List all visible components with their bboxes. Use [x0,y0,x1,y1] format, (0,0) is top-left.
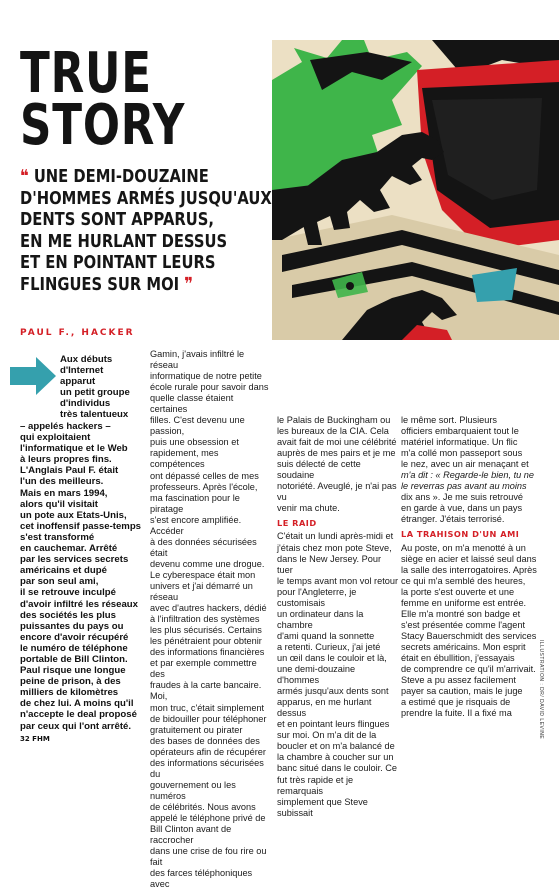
body-line: professeurs. Après l'école, [150,481,258,492]
body-line: une demi-douzaine d'hommes [277,664,356,686]
body-line: le reverras pas avant au moins [401,481,527,492]
intro-lead [20,421,150,732]
lead-line: Paul risque une longue [20,665,126,677]
lead-line: américains et dupé [20,565,107,577]
body-line: m'a dit : « Regarde-le bien, tu ne [401,470,535,481]
body-line: gratuitement ou pirater [150,724,243,735]
lead-line: il se retrouve inculpé [20,587,116,599]
body-line: et en pointant leurs flingues [277,719,390,730]
body-line: appelé le téléphone privé de [150,812,266,823]
body-line: suis délecté de cette soudaine [277,459,361,481]
body-line: banc situé dans le couloir. Ce [277,763,398,774]
lead-line: puissantes du pays ou [20,620,124,632]
body-line: un ordinateur dans la chambre [277,608,364,630]
body-line: le même sort. Plusieurs [401,415,497,425]
intro-lead-top [60,354,150,421]
body-line: pour l'Angleterre, je customisais [277,586,357,608]
pull-quote-line: FLINGUES SUR MOI [20,273,180,295]
body-line: la porte s'est ouverte et une [401,586,515,597]
pull-quote-line: EN ME HURLANT DESSUS [20,230,228,252]
body-line: et par exemple commettre des [150,658,257,680]
lead-line: alors qu'il visitait [20,498,98,510]
body-line: a estimé que je risquais de [401,697,511,708]
lead-line: portable de Bill Clinton. [20,653,128,665]
illustration-credit: ILLUSTRATION : DR/ DAVID LEVINE [538,640,544,740]
lead-line: très talentueux [60,409,129,421]
lead-line: l'informatique et le Web [20,443,128,455]
body-line: opérateurs afin de récupérer [150,746,266,757]
arrow-right-icon [10,357,56,395]
body-line: école rurale pour savoir dans [150,382,269,393]
body-line: fut très rapide et je remarquais [277,774,354,796]
body-line: filles. C'est devenu une passion, [150,415,245,437]
body-line: des informations sécurisées du [150,757,264,779]
body-line: ce qui m'a semblé des heures, [401,575,526,586]
body-line: des farces téléphoniques avec [150,868,253,890]
lead-line: un petit groupe [60,387,130,399]
body-line: payer sa caution, mais le juge [401,686,523,697]
body-line: des informations financières [150,647,265,658]
body-line: à l'infiltration des systèmes [150,614,260,625]
body-line: siège en acier et laissé seul dans [401,553,537,564]
body-line: univers et j'ai démarré un réseau [150,580,253,603]
body-line: la chambre à coucher sur un [277,752,394,763]
lead-line: qui exploitaient [20,432,91,444]
body-column-3 [277,415,399,819]
body-line: m'a collé mon passeport sous [401,448,523,459]
body-line: de célébrités. Nous avons [150,801,256,812]
body-line: rapidement, mes compétences [150,448,219,470]
pull-quote-line: DENTS SONT APPARUS, [20,209,214,230]
body-line: dans une crise de fou rire ou fait [150,846,267,868]
body-line: Stacy Bauerschmidt des services [401,630,537,641]
lead-line: l'un des meilleurs. [20,476,104,488]
body-line: prendre la fuite. Il a fixé ma [401,708,512,719]
body-line: venir ma chute. [277,503,340,514]
body-line: armés jusqu'aux dents sont [277,686,389,697]
body-line: avait fait de moi une célébrité [277,437,397,448]
body-line: avec d'autres hackers, dédié [150,603,267,614]
body-line: auprès de mes pairs et je me [277,448,396,459]
pull-quote [20,166,272,295]
body-column-2 [150,349,272,890]
body-line: les plus sécurisés. Certains [150,625,262,636]
lead-line: peine de prison, à des [20,676,121,688]
lead-line: par les services secrets [20,554,129,566]
body-line: un œil dans le couloir et là, [277,652,387,663]
body-line: puis une obsession et [150,437,239,448]
headline-true: TRUE [20,41,152,106]
body-line: ont dépassé celles de mes [150,470,259,481]
open-quote-mark: ❝ [20,166,29,187]
body-line: Steve a pu assez facilement [401,675,516,686]
body-line: s'est présentée comme l'agent [401,619,526,630]
body-line: le temps avant mon vol retour [277,575,399,586]
lead-line: d'individus [60,398,111,410]
lead-line: le numéro de téléphone [20,642,128,654]
lead-line: – appelés hackers – [20,421,111,432]
body-line: Au poste, on m'a menotté à un [401,542,526,553]
body-line: notoriété. Aveuglé, je n'ai pas vu [277,481,397,503]
body-line: les pénétraient pour obtenir [150,636,262,647]
body-line: s'est encore amplifiée. Accéder [150,514,242,536]
body-line: informatique de notre petite [150,371,262,382]
lead-line: d'avoir infiltré les réseaux [20,598,138,610]
body-line: sur moi. On m'a dit de la [277,730,377,741]
body-line: le Palais de Buckingham ou [277,415,391,425]
body-line: gouvernement ou les numéros [150,779,236,801]
body-line: de bidouiller pour téléphoner [150,713,267,724]
hacker-illustration [272,40,559,340]
body-column-4 [401,415,539,719]
body-line: officiers embarquaient tout le [401,426,519,437]
body-line: simplement que Steve subissait [277,796,368,818]
page-folio: 32 FHM [20,735,50,743]
body-line: la salle des interrogatoires. Après [401,564,537,575]
body-line: devenu comme une drogue. [150,558,265,569]
body-line: Bill Clinton avant de raccrocher [150,824,232,846]
lead-line: L'Anglais Paul F. était [20,465,119,477]
body-line: Elle m'a montré son badge et [401,608,521,619]
body-line: j'étais chez mon pote Steve, [277,542,392,553]
body-line: boucler et on m'a balancé de [277,741,395,752]
body-line: en garde à vue, dans un pays [401,503,523,514]
lead-line: encore d'avoir récupéré [20,631,129,643]
lead-line: Mais en mars 1994, [20,487,108,499]
body-line: à des données sécurisées était [150,536,257,558]
body-line: femme en uniforme est entrée. [401,597,527,608]
body-line: apparus, en me hurlant dessus [277,697,372,719]
body-line: secrets américains. Mon esprit [401,641,526,652]
body-line: fraudes à la carte bancaire. Moi, [150,680,262,702]
lead-line: par ceux qui l'ont arrêté. [20,720,132,732]
section-heading-betrayal: LA TRAHISON D'UN AMI [401,529,520,540]
lead-line: apparut [60,376,96,388]
pull-quote-line: UNE DEMI-DOUZAINE [33,166,209,187]
lead-line: milliers de kilomètres [20,687,119,699]
lead-line: Aux débuts [60,354,113,365]
lead-line: d'Internet [60,365,104,377]
body-line: dix ans ». Je me suis retrouvé [401,492,524,503]
pull-quote-line: ET EN POINTANT LEURS [20,252,216,273]
lead-line: par son seul ami, [20,576,99,588]
body-line: étranger. J'étais terrorisé. [401,514,505,525]
body-line: a retenti. Curieux, j'ai jeté [277,641,381,652]
body-line: quelle classe étaient certaines [150,393,234,415]
lead-line: n'accepte le deal proposé [20,709,137,721]
body-line: dans le New Jersey. Pour tuer [277,553,381,575]
body-line: mon truc, c'était simplement [150,702,265,713]
lead-line: cet inoffensif passe-temps [20,520,142,532]
body-line: Le cyberespace était mon [150,569,256,580]
lead-line: des sociétés les plus [20,609,116,621]
lead-line: à leurs propres fins. [20,454,112,466]
pull-quote-line: D'HOMMES ARMÉS JUSQU'AUX [20,187,272,209]
headline-story: STORY [20,93,186,158]
body-line: d'ami quand la sonnette [277,630,375,641]
body-line: les bureaux de la CIA. Cela [277,426,389,437]
body-line: des bases de données des [150,735,260,746]
body-line: était en ébullition, j'essayais [401,652,515,663]
body-line: le nez, avec un air menaçant et [401,459,529,470]
body-line: matériel informatique. Un flic [401,437,518,448]
body-line: Gamin, j'avais infiltré le réseau [150,349,245,371]
lead-line: s'est transformé [20,531,95,543]
lead-line: en cauchemar. Arrêté [20,543,118,555]
body-line: C'était un lundi après-midi et [277,531,394,542]
body-line: ma fascination pour le piratage [150,492,240,514]
close-quote-mark: ❞ [184,273,193,295]
lead-line: un pote aux Etats-Unis, [20,509,127,521]
byline: PAUL F., HACKER [20,328,135,338]
body-line: de comprendre ce qu'il m'arrivait. [401,664,536,675]
lead-line: de chez lui. A moins qu'il [20,698,134,710]
section-heading-raid: LE RAID [277,518,317,529]
